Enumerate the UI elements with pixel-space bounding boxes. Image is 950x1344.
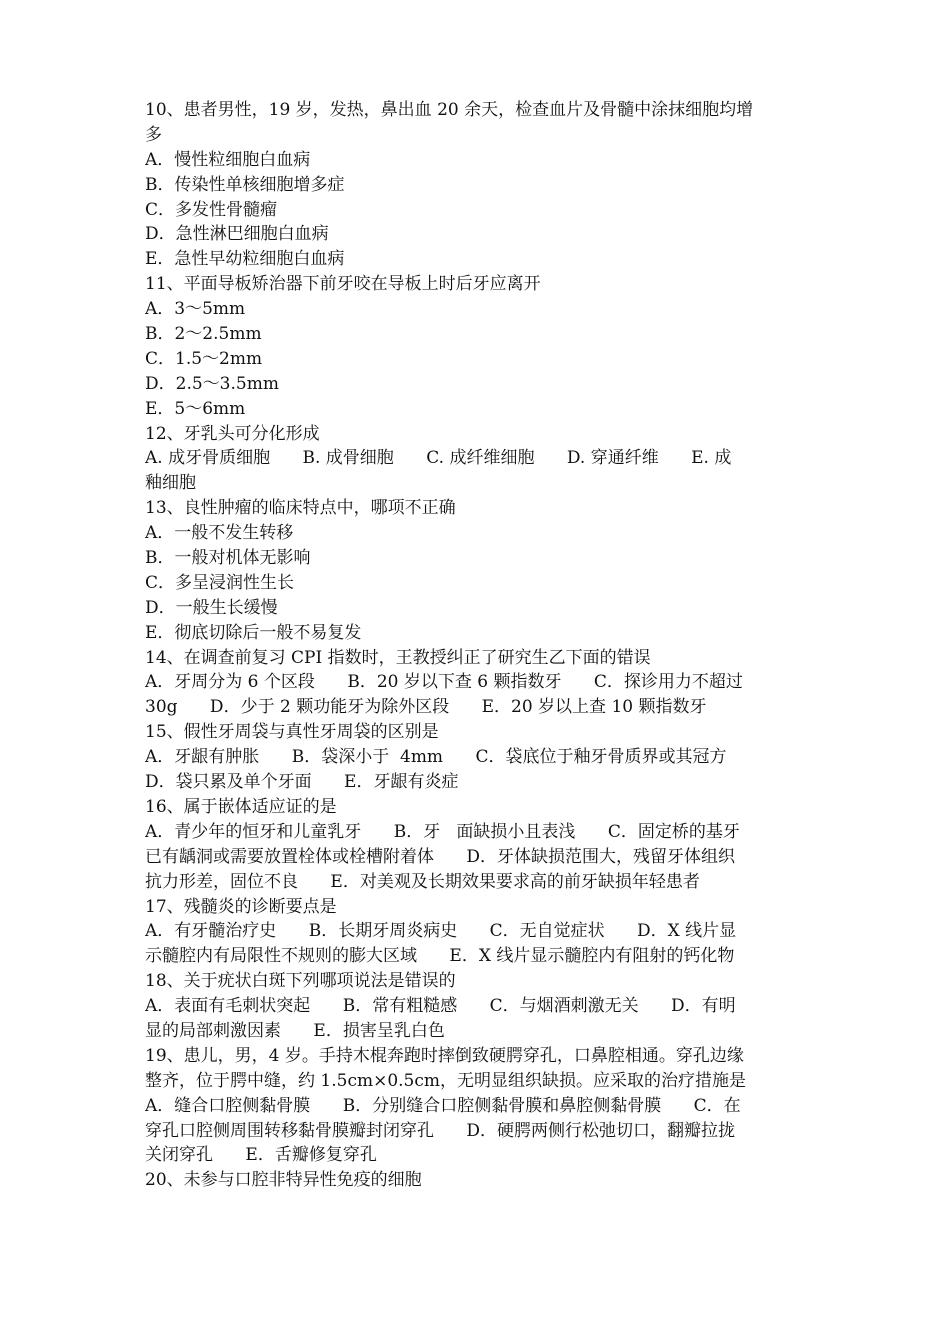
text-line: 关闭穿孔 E．舌瓣修复穿孔 — [145, 1145, 377, 1166]
text-line: 釉细胞 — [145, 473, 196, 494]
text-line: B．一般对机体无影响 — [145, 548, 311, 569]
text-line: 已有龋洞或需要放置栓体或栓槽附着体 D．牙体缺损范围大，残留牙体组织 — [145, 846, 736, 867]
text-line: 17、残髓炎的诊断要点是 — [145, 896, 337, 917]
text-line: E．5～6mm — [145, 398, 246, 419]
text-line: A. 成牙骨质细胞 B. 成骨细胞 C. 成纤维细胞 D. 穿通纤维 E. 成 — [145, 448, 732, 469]
text-line: A．牙龈有肿胀 B．袋深小于 4mm C．袋底位于釉牙骨质界或其冠方 — [145, 747, 727, 768]
text-line: A．表面有毛刺状突起 B．常有粗糙感 C．与烟酒刺激无关 D．有明 — [145, 996, 736, 1017]
text-line: 抗力形差，固位不良 E．对美观及长期效果要求高的前牙缺损年轻患者 — [145, 871, 700, 892]
text-line: A．缝合口腔侧黏骨膜 B．分别缝合口腔侧黏骨膜和鼻腔侧黏骨膜 C．在 — [145, 1095, 741, 1116]
text-line: 13、良性肿瘤的临床特点中，哪项不正确 — [145, 498, 456, 519]
text-line: 30g D．少于 2 颗功能牙为除外区段 E．20 岁以上查 10 颗指数牙 — [145, 697, 707, 718]
text-line: 多 — [145, 124, 162, 145]
text-line: 整齐，位于腭中缝，约 1.5cm×0.5cm，无明显组织缺损。应采取的治疗措施是 — [145, 1070, 747, 1091]
text-line: A．一般不发生转移 — [145, 523, 294, 544]
text-line: A．有牙髓治疗史 B．长期牙周炎病史 C．无自觉症状 D．X 线片显 — [145, 921, 737, 942]
text-line: 16、属于嵌体适应证的是 — [145, 796, 337, 817]
text-line: 示髓腔内有局限性不规则的膨大区域 E．X 线片显示髓腔内有阻射的钙化物 — [145, 946, 735, 967]
text-line: D．袋只累及单个牙面 E．牙龈有炎症 — [145, 772, 459, 793]
text-line: B．2～2.5mm — [145, 324, 262, 345]
text-line: D．急性淋巴细胞白血病 — [145, 224, 329, 245]
text-line: 20、未参与口腔非特异性免疫的细胞 — [145, 1170, 422, 1191]
text-line: A．3～5mm — [145, 299, 246, 320]
text-line: B．传染性单核细胞增多症 — [145, 174, 345, 195]
text-line: E．彻底切除后一般不易复发 — [145, 622, 362, 643]
text-line: 14、在调查前复习 CPI 指数时，王教授纠正了研究生乙下面的错误 — [145, 647, 651, 668]
text-line: C．多呈浸润性生长 — [145, 572, 295, 593]
text-line: D．一般生长缓慢 — [145, 597, 278, 618]
text-line: A．牙周分为 6 个区段 B．20 岁以下查 6 颗指数牙 C．探诊用力不超过 — [145, 672, 743, 693]
text-line: 18、关于疣状白斑下列哪项说法是错误的 — [145, 971, 456, 992]
text-line: 12、牙乳头可分化形成 — [145, 423, 320, 444]
text-line: E．急性早幼粒细胞白血病 — [145, 249, 345, 270]
text-line: 15、假性牙周袋与真性牙周袋的区别是 — [145, 722, 439, 743]
document-page — [145, 98, 810, 1193]
text-line: A．慢性粒细胞白血病 — [145, 149, 311, 170]
text-line: D．2.5～3.5mm — [145, 373, 279, 394]
text-line: A．青少年的恒牙和儿童乳牙 B．牙 面缺损小且表浅 C．固定桥的基牙 — [145, 821, 740, 842]
text-line: C．1.5～2mm — [145, 348, 263, 369]
text-line: 穿孔口腔侧周围转移黏骨膜瓣封闭穿孔 D．硬腭两侧行松弛切口，翻瓣拉拢 — [145, 1120, 736, 1141]
text-line: 10、患者男性，19 岁，发热，鼻出血 20 余天，检查血片及骨髓中涂抹细胞均增 — [145, 100, 754, 120]
text-line: 19、患儿，男，4 岁。手持木棍奔跑时摔倒致硬腭穿孔，口鼻腔相通。穿孔边缘 — [145, 1045, 744, 1066]
text-line: 显的局部刺激因素 E．损害呈乳白色 — [145, 1020, 445, 1041]
text-line: 11、平面导板矫治器下前牙咬在导板上时后牙应离开 — [145, 274, 541, 295]
text-line: C．多发性骨髓瘤 — [145, 199, 278, 220]
